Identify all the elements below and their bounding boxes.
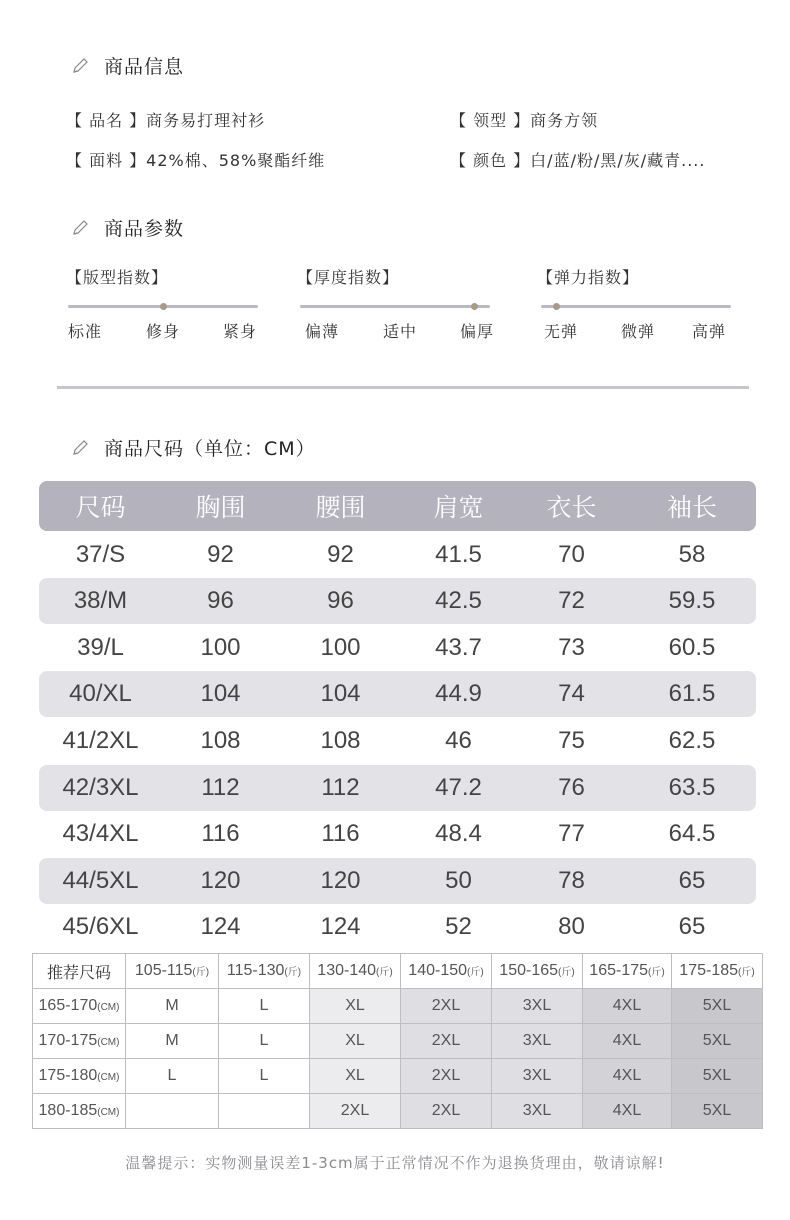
size-cell: 46 [445, 726, 472, 754]
size-cell: 45/6XL [62, 913, 139, 941]
size-cell: 116 [321, 820, 360, 848]
size-cell: 40/XL [69, 680, 132, 708]
thickness-scale-mid: 适中 [383, 322, 418, 341]
stretch-index-marker [553, 303, 560, 310]
size-cell: 108 [320, 726, 361, 754]
info-title-text: 商品信息 [104, 56, 185, 78]
size-cell: 77 [558, 820, 585, 848]
size-cell: 75 [558, 726, 585, 754]
size-cell: 39/L [77, 633, 124, 661]
size-cell: 48.4 [435, 820, 482, 848]
size-cell: 59.5 [668, 587, 716, 615]
size-cell: 108 [200, 726, 241, 754]
size-cell: 76 [558, 773, 585, 801]
recommend-size-cell: 3XL [492, 1094, 583, 1129]
size-cell: 78 [558, 866, 585, 894]
size-section-title [70, 434, 316, 461]
weight-range: 140-150 [408, 962, 468, 979]
height-cell [33, 1024, 126, 1059]
height-range: 180-185 [38, 1102, 98, 1119]
recommend-size-cell: L [126, 1059, 219, 1094]
recommend-size-cell [219, 1094, 310, 1129]
size-note: 温馨提示：实物测量误差1-3cm属于正常情况不作为退换货理由，敬请谅解! [125, 1154, 665, 1172]
recommend-size-cell: 5XL [672, 1024, 763, 1059]
weight-unit: (斤) [738, 967, 755, 978]
size-cell: 41/2XL [62, 726, 139, 754]
size-cell: 124 [200, 913, 241, 941]
header-length: 衣长 [546, 493, 597, 522]
recommend-size-cell: XL [310, 1024, 401, 1059]
height-range: 175-180 [38, 1067, 98, 1084]
weight-unit: (斤) [376, 967, 393, 978]
params-section-title [70, 214, 184, 241]
height-range: 170-175 [38, 1032, 98, 1049]
weight-range: 165-175 [589, 962, 649, 979]
info-section-title [70, 52, 184, 79]
size-cell: 74 [558, 680, 585, 708]
thickness-index-bar [300, 305, 490, 308]
pencil-icon [70, 218, 90, 238]
weight-header [401, 954, 492, 989]
size-row [39, 718, 756, 764]
recommend-row [33, 989, 763, 1024]
weight-unit: (斤) [192, 967, 210, 978]
stretch-index-label: 【弹力指数】 [537, 268, 640, 287]
size-cell: 80 [558, 913, 585, 941]
weight-header [310, 954, 401, 989]
size-cell: 62.5 [668, 726, 716, 754]
size-row [39, 858, 756, 904]
size-cell: 44.9 [435, 680, 482, 708]
recommend-size-cell: 5XL [672, 1094, 763, 1129]
size-cell: 73 [558, 633, 585, 661]
info-name: 【 品名 】商务易打理衬衫 [66, 111, 266, 130]
fit-scale-mid: 修身 [146, 322, 181, 341]
size-cell: 64.5 [668, 820, 716, 848]
height-unit: (CM) [97, 1072, 120, 1083]
size-cell: 72 [558, 587, 585, 615]
weight-unit: (斤) [284, 967, 302, 978]
recommend-size-cell: 3XL [492, 1024, 583, 1059]
weight-header [219, 954, 310, 989]
fit-scale-low: 标准 [68, 322, 103, 341]
stretch-index-bar [541, 305, 731, 308]
recommend-size-cell: L [219, 1024, 310, 1059]
recommend-size-cell: 3XL [492, 1059, 583, 1094]
recommend-row [33, 1024, 763, 1059]
size-cell: 120 [200, 866, 241, 894]
size-cell: 116 [201, 820, 240, 848]
size-title-text: 商品尺码（单位：CM） [104, 438, 316, 460]
thickness-scale-low: 偏薄 [305, 322, 340, 341]
recommend-size-cell: M [126, 1024, 219, 1059]
recommend-size-cell: 4XL [583, 1094, 672, 1129]
weight-unit: (斤) [467, 967, 484, 978]
recommend-table [32, 953, 763, 1129]
recommend-size-cell: 2XL [401, 1024, 492, 1059]
height-cell [33, 1059, 126, 1094]
info-collar: 【 领型 】商务方领 [450, 111, 599, 130]
header-chest: 胸围 [195, 493, 246, 522]
size-row [39, 671, 756, 717]
recommend-corner: 推荐尺码 [33, 954, 126, 989]
params-title-text: 商品参数 [104, 218, 185, 240]
size-cell: 120 [320, 866, 361, 894]
size-cell: 104 [320, 680, 361, 708]
size-cell: 44/5XL [62, 866, 139, 894]
header-shoulder: 肩宽 [433, 493, 484, 522]
header-size: 尺码 [75, 493, 126, 522]
recommend-size-cell: 2XL [401, 1094, 492, 1129]
weight-header [492, 954, 583, 989]
stretch-scale-low: 无弹 [544, 322, 579, 341]
size-cell: 42/3XL [62, 773, 139, 801]
size-row [39, 904, 756, 950]
stretch-scale-mid: 微弹 [621, 322, 656, 341]
weight-range: 130-140 [317, 962, 377, 979]
weight-header [126, 954, 219, 989]
size-table-header [39, 481, 756, 531]
size-cell: 92 [327, 540, 354, 568]
size-row [39, 625, 756, 671]
size-cell: 63.5 [668, 773, 716, 801]
size-cell: 70 [558, 540, 585, 568]
recommend-header-row [33, 954, 763, 989]
weight-header [672, 954, 763, 989]
size-table [39, 481, 756, 950]
thickness-scale-high: 偏厚 [460, 322, 495, 341]
recommend-size-cell: XL [310, 1059, 401, 1094]
recommend-row [33, 1094, 763, 1129]
height-cell [33, 1094, 126, 1129]
info-color: 【 颜色 】白/蓝/粉/黑/灰/藏青.... [450, 151, 706, 170]
height-unit: (CM) [97, 1107, 120, 1118]
size-row [39, 578, 756, 624]
recommend-size-cell: 4XL [583, 989, 672, 1024]
size-cell: 112 [321, 773, 360, 801]
size-cell: 43/4XL [62, 820, 139, 848]
size-cell: 96 [207, 587, 234, 615]
weight-unit: (斤) [558, 967, 575, 978]
recommend-size-cell: 4XL [583, 1024, 672, 1059]
size-cell: 100 [320, 633, 361, 661]
recommend-size-cell: XL [310, 989, 401, 1024]
weight-range: 175-185 [679, 962, 739, 979]
recommend-size-cell: 2XL [401, 989, 492, 1024]
size-cell: 43.7 [435, 633, 482, 661]
height-range: 165-170 [38, 997, 98, 1014]
fit-index-label: 【版型指数】 [66, 268, 169, 287]
stretch-scale-high: 高弹 [692, 322, 727, 341]
size-cell: 124 [320, 913, 361, 941]
size-cell: 52 [445, 913, 472, 941]
height-unit: (CM) [97, 1002, 120, 1013]
recommend-size-cell: L [219, 1059, 310, 1094]
fit-index-bar [68, 305, 258, 308]
fit-scale-high: 紧身 [223, 322, 258, 341]
size-cell: 92 [207, 540, 234, 568]
recommend-row [33, 1059, 763, 1094]
weight-header [583, 954, 672, 989]
size-cell: 65 [678, 913, 706, 941]
weight-range: 150-165 [499, 962, 559, 979]
size-cell: 41.5 [435, 540, 482, 568]
size-cell: 37/S [75, 540, 126, 568]
size-cell: 50 [445, 866, 472, 894]
section-divider [57, 386, 749, 389]
weight-range: 105-115 [134, 962, 193, 979]
thickness-index-marker [471, 303, 478, 310]
recommend-size-cell: 5XL [672, 1059, 763, 1094]
recommend-size-cell: L [219, 989, 310, 1024]
weight-unit: (斤) [648, 967, 665, 978]
fit-index-marker [160, 303, 167, 310]
size-cell: 42.5 [435, 587, 482, 615]
recommend-size-cell: 2XL [310, 1094, 401, 1129]
recommend-size-cell [126, 1094, 219, 1129]
size-row [39, 532, 756, 578]
size-row [39, 765, 756, 811]
recommend-size-cell: 3XL [492, 989, 583, 1024]
size-cell: 61.5 [668, 680, 716, 708]
info-fabric: 【 面料 】42%棉、58%聚酯纤维 [66, 151, 326, 170]
size-cell: 65 [678, 866, 706, 894]
size-cell: 47.2 [435, 773, 482, 801]
weight-range: 115-130 [226, 962, 285, 979]
size-cell: 60.5 [668, 633, 716, 661]
recommend-size-cell: 5XL [672, 989, 763, 1024]
header-waist: 腰围 [315, 493, 366, 522]
size-cell: 104 [200, 680, 241, 708]
size-cell: 58 [678, 540, 706, 568]
size-row [39, 811, 756, 857]
header-sleeve: 袖长 [666, 493, 717, 522]
pencil-icon [70, 438, 90, 458]
recommend-size-cell: 2XL [401, 1059, 492, 1094]
thickness-index-label: 【厚度指数】 [297, 268, 400, 287]
recommend-size-cell: 4XL [583, 1059, 672, 1094]
size-cell: 38/M [73, 587, 128, 615]
size-cell: 96 [327, 587, 354, 615]
pencil-icon [70, 56, 90, 76]
size-cell: 100 [200, 633, 241, 661]
recommend-size-cell: M [126, 989, 219, 1024]
size-cell: 112 [201, 773, 240, 801]
height-cell [33, 989, 126, 1024]
height-unit: (CM) [97, 1037, 120, 1048]
